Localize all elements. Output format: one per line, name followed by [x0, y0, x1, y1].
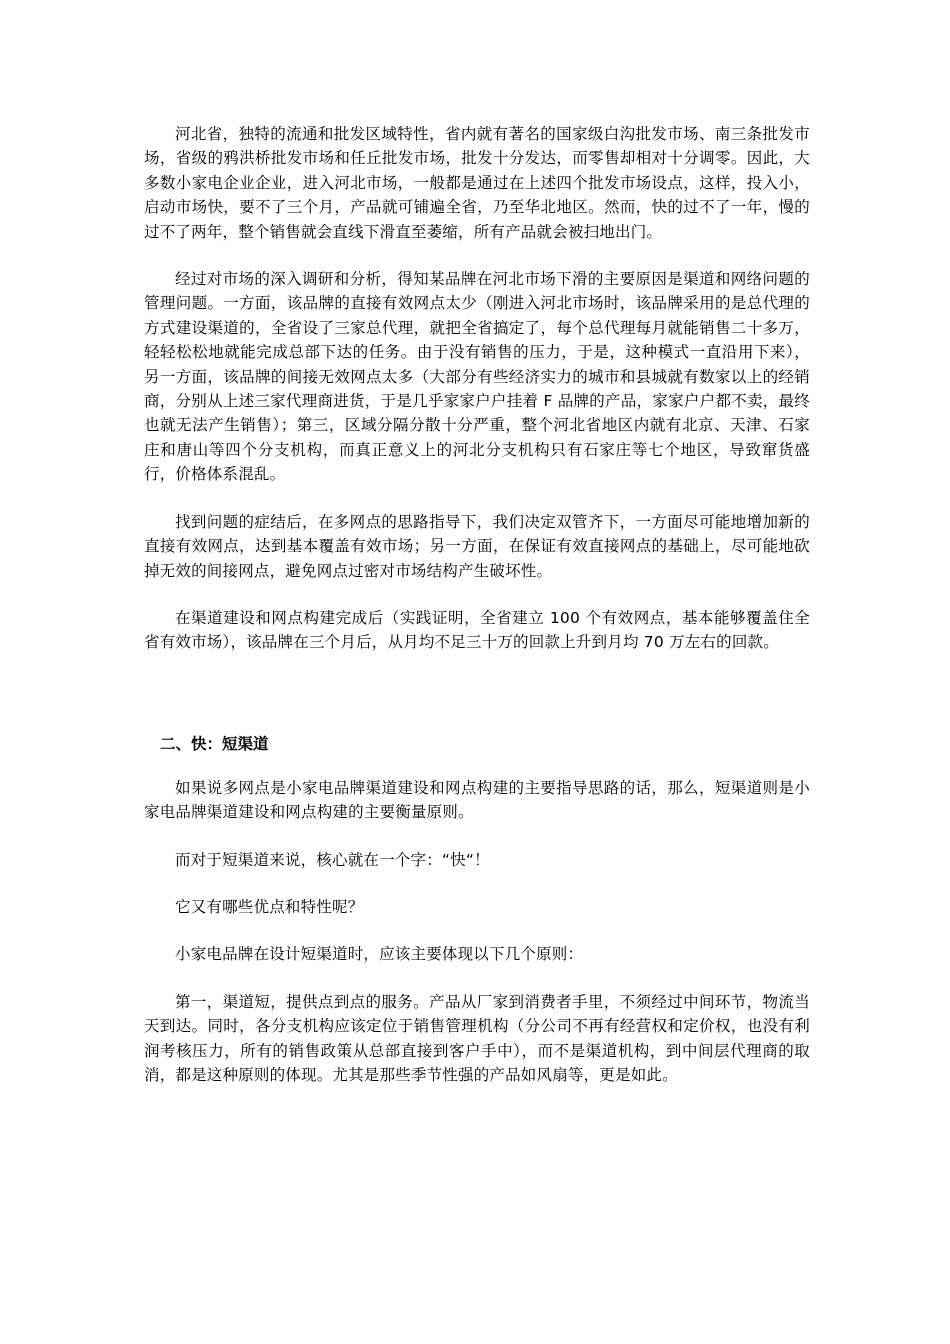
document-page	[144, 122, 810, 1087]
paragraph-principles-intro: 小家电品牌在设计短渠道时，应该主要体现以下几个原则：	[175, 945, 584, 964]
paragraph-solution: 找到问题的症结后，在多网点的思路指导下，我们决定双管齐下，一方面尽可能地增加新的直接有效网点，达到基本覆盖有效市场；另一方面，在保证有效直接网点的基础上，尽可能地砍掉无效的间接网点，避免网点过密对市场结构产生破坏性。	[144, 512, 810, 580]
section-heading-short-channel: 二、快：短渠道	[160, 734, 269, 753]
paragraph-principle-one: 第一，渠道短，提供点到点的服务。产品从厂家到消费者手里，不须经过中间环节，物流当天到达。同时，各分支机构应该定位于销售管理机构（分公司不再有经营权和定价权，也没有利润考核压力，所有的销售政策从总部直接到客户手中），而不是渠道机构，到中间层代理商的取消，都是这种原则的体现。尤其是那些季节性强的产品如风扇等，更是如此。	[144, 992, 810, 1084]
paragraph-market-analysis: 经过对市场的深入调研和分析，得知某品牌在河北市场下滑的主要原因是渠道和网络问题的管理问题。一方面，该品牌的直接有效网点太少（刚进入河北市场时，该品牌采用的是总代理的方式建设渠道的，全省设了三家总代理，就把全省搞定了，每个总代理每月就能销售二十多万，轻轻松松地就能完成总部下达的任务。由于没有销售的压力，于是，这种模式一直沿用下来），另一方面，该品牌的间接无效网点太多（大部分有些经济实力的城市和县城就有数家以上的经销商，分别从上述三家代理商进货，于是几乎家家户户挂着 F 品牌的产品，家家户户都不卖，最终也就无法产生销售）；第三，区域分隔分散十分严重，整个河北省地区内就有北京、天津、石家庄和唐山等四个分支机构，而真正意义上的河北分支机构只有石家庄等七个地区，导致窜货盛行，价格体系混乱。	[144, 270, 810, 484]
paragraph-core-fast: 而对于短渠道来说，核心就在一个字：“快“！	[175, 850, 490, 869]
paragraph-hebei-market: 河北省，独特的流通和批发区域特性，省内就有著名的国家级白沟批发市场、南三条批发市场，省级的鸦洪桥批发市场和任丘批发市场，批发十分发达，而零售却相对十分调零。因此，大多数小家电企业企业，进入河北市场，一般都是通过在上述四个批发市场设点，这样，投入小，启动市场快，要不了三个月，产品就可铺遍全省，乃至华北地区。然而，快的过不了一年，慢的过不了两年，整个销售就会直线下滑直至萎缩，所有产品就会被扫地出门。	[144, 125, 810, 241]
paragraph-short-channel-intro: 如果说多网点是小家电品牌渠道建设和网点构建的主要指导思路的话，那么，短渠道则是小家电品牌渠道建设和网点构建的主要衡量原则。	[144, 778, 810, 822]
paragraph-result: 在渠道建设和网点构建完成后（实践证明，全省建立 100 个有效网点，基本能够覆盖住全省有效市场），该品牌在三个月后，从月均不足三十万的回款上升到月均 70 万左右的回款。	[144, 608, 810, 652]
paragraph-question: 它又有哪些优点和特性呢？	[175, 897, 364, 916]
